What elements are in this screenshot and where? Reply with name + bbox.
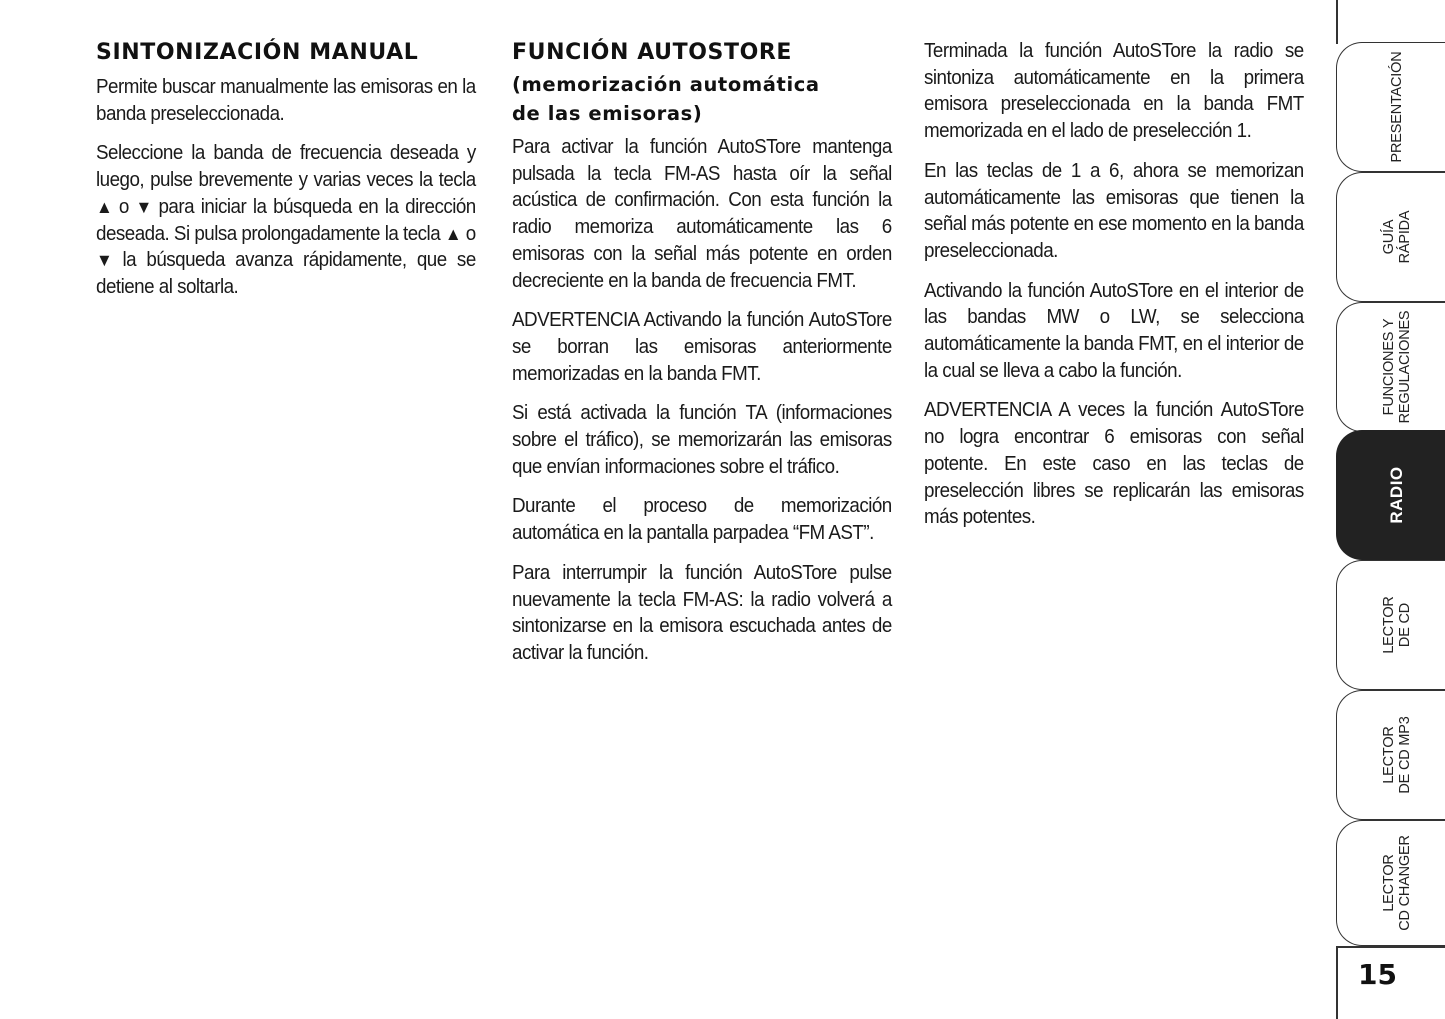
tab-label: GUÍA RÁPIDA: [1380, 210, 1413, 264]
text-fragment: para iniciar la búsqueda en la dirección deseada. Si pulsa prolongadamente la tecla: [96, 195, 476, 245]
chapter-tabs: [1336, 0, 1445, 1019]
tab-lector-cd-mp3[interactable]: [1336, 690, 1445, 820]
arrow-up-icon: ▲: [444, 223, 462, 244]
page-number: 15: [1358, 958, 1397, 991]
column-funcion-autostore: [512, 38, 892, 680]
paragraph: Activando la función AutoSTore en el interior de las bandas MW o LW, se selecciona automáticamente la banda FMT, en el interior de la cual se lleva a cabo la función.: [924, 279, 1304, 382]
paragraph: En las teclas de 1 a 6, ahora se memorizan automáticamente las emisoras que tienen la señal más potente en ese momento en la banda preseleccionada.: [924, 159, 1304, 262]
tab-label: FUNCIONES Y REGULACIONES: [1380, 310, 1413, 424]
arrow-up-icon: ▲: [96, 196, 113, 217]
tab-lector-cd-changer[interactable]: [1336, 820, 1445, 946]
tab-lector-cd[interactable]: [1336, 560, 1445, 690]
column-sintonizacion-manual: [96, 38, 476, 314]
paragraph: Para activar la función AutoSTore mantenga pulsada la tecla FM-AS hasta oír la señal acústica de confirmación. Con esta función la radio memoriza automáticamente las 6 emisoras con la señal más potente en orden decreciente en la banda de frecuencia FMT.: [512, 136, 892, 292]
paragraph: Para interrumpir la función AutoSTore pulse nuevamente la tecla FM-AS: la radio volverá a sintonizarse en la emisora escuchada antes de activar la función.: [512, 561, 892, 664]
tab-label: PRESENTACIÓN: [1388, 51, 1405, 163]
column-autostore-continued: [924, 38, 1304, 544]
section-title-sintonizacion-manual: SINTONIZACIÓN MANUAL: [96, 40, 419, 65]
paragraph: Si está activada la función TA (informaciones sobre el tráfico), se memorizarán las emisoras que envían informaciones sobre el tráfico.: [512, 402, 892, 478]
paragraph: ADVERTENCIA Activando la función AutoSTore se borran las emisoras anteriormente memorizadas en la banda FMT.: [512, 309, 892, 385]
text-fragment: la búsqueda avanza rápidamente, que se detiene al soltarla.: [96, 249, 476, 298]
paragraph: Terminada la función AutoSTore la radio se sintoniza automáticamente en la primera emisora preseleccionada en la banda FMT memorizada en el lado de preselección 1.: [924, 40, 1304, 143]
arrow-down-icon: ▼: [135, 196, 152, 217]
tab-divider: [1336, 0, 1338, 44]
text-fragment: o: [112, 195, 136, 218]
section-title-funcion-autostore: FUNCIÓN AUTOSTORE: [512, 40, 793, 65]
text-fragment: o: [461, 222, 476, 245]
arrow-down-icon: ▼: [96, 250, 113, 271]
text-fragment: Seleccione la banda de frecuencia deseada y luego, pulse brevemente y varias veces la tecla: [96, 142, 476, 192]
page-number-box: [1336, 946, 1445, 1019]
tab-label: RADIO: [1386, 466, 1406, 524]
subtitle-line: de las emisoras): [512, 102, 703, 125]
paragraph: Durante el proceso de memorización automática en la pantalla parpadea “FM AST”.: [512, 495, 892, 545]
tab-funciones-regulaciones[interactable]: [1336, 302, 1445, 432]
tab-radio[interactable]: [1336, 430, 1445, 560]
section-subtitle: [512, 70, 892, 128]
tab-label: LECTOR CD CHANGER: [1380, 835, 1413, 931]
tab-label: LECTOR DE CD: [1380, 596, 1413, 654]
paragraph-arrows: [96, 140, 476, 300]
paragraph: ADVERTENCIA A veces la función AutoSTore no logra encontrar 6 emisoras con señal potente. En este caso en las teclas de preselección libres se replicarán las emisoras más potentes.: [924, 399, 1304, 529]
tab-guia-rapida[interactable]: [1336, 172, 1445, 302]
tab-presentacion[interactable]: [1336, 42, 1445, 172]
tab-label: LECTOR DE CD MP3: [1380, 716, 1413, 794]
subtitle-line: (memorización automática: [512, 73, 820, 96]
paragraph: Permite buscar manualmente las emisoras en la banda preseleccionada.: [96, 76, 476, 125]
